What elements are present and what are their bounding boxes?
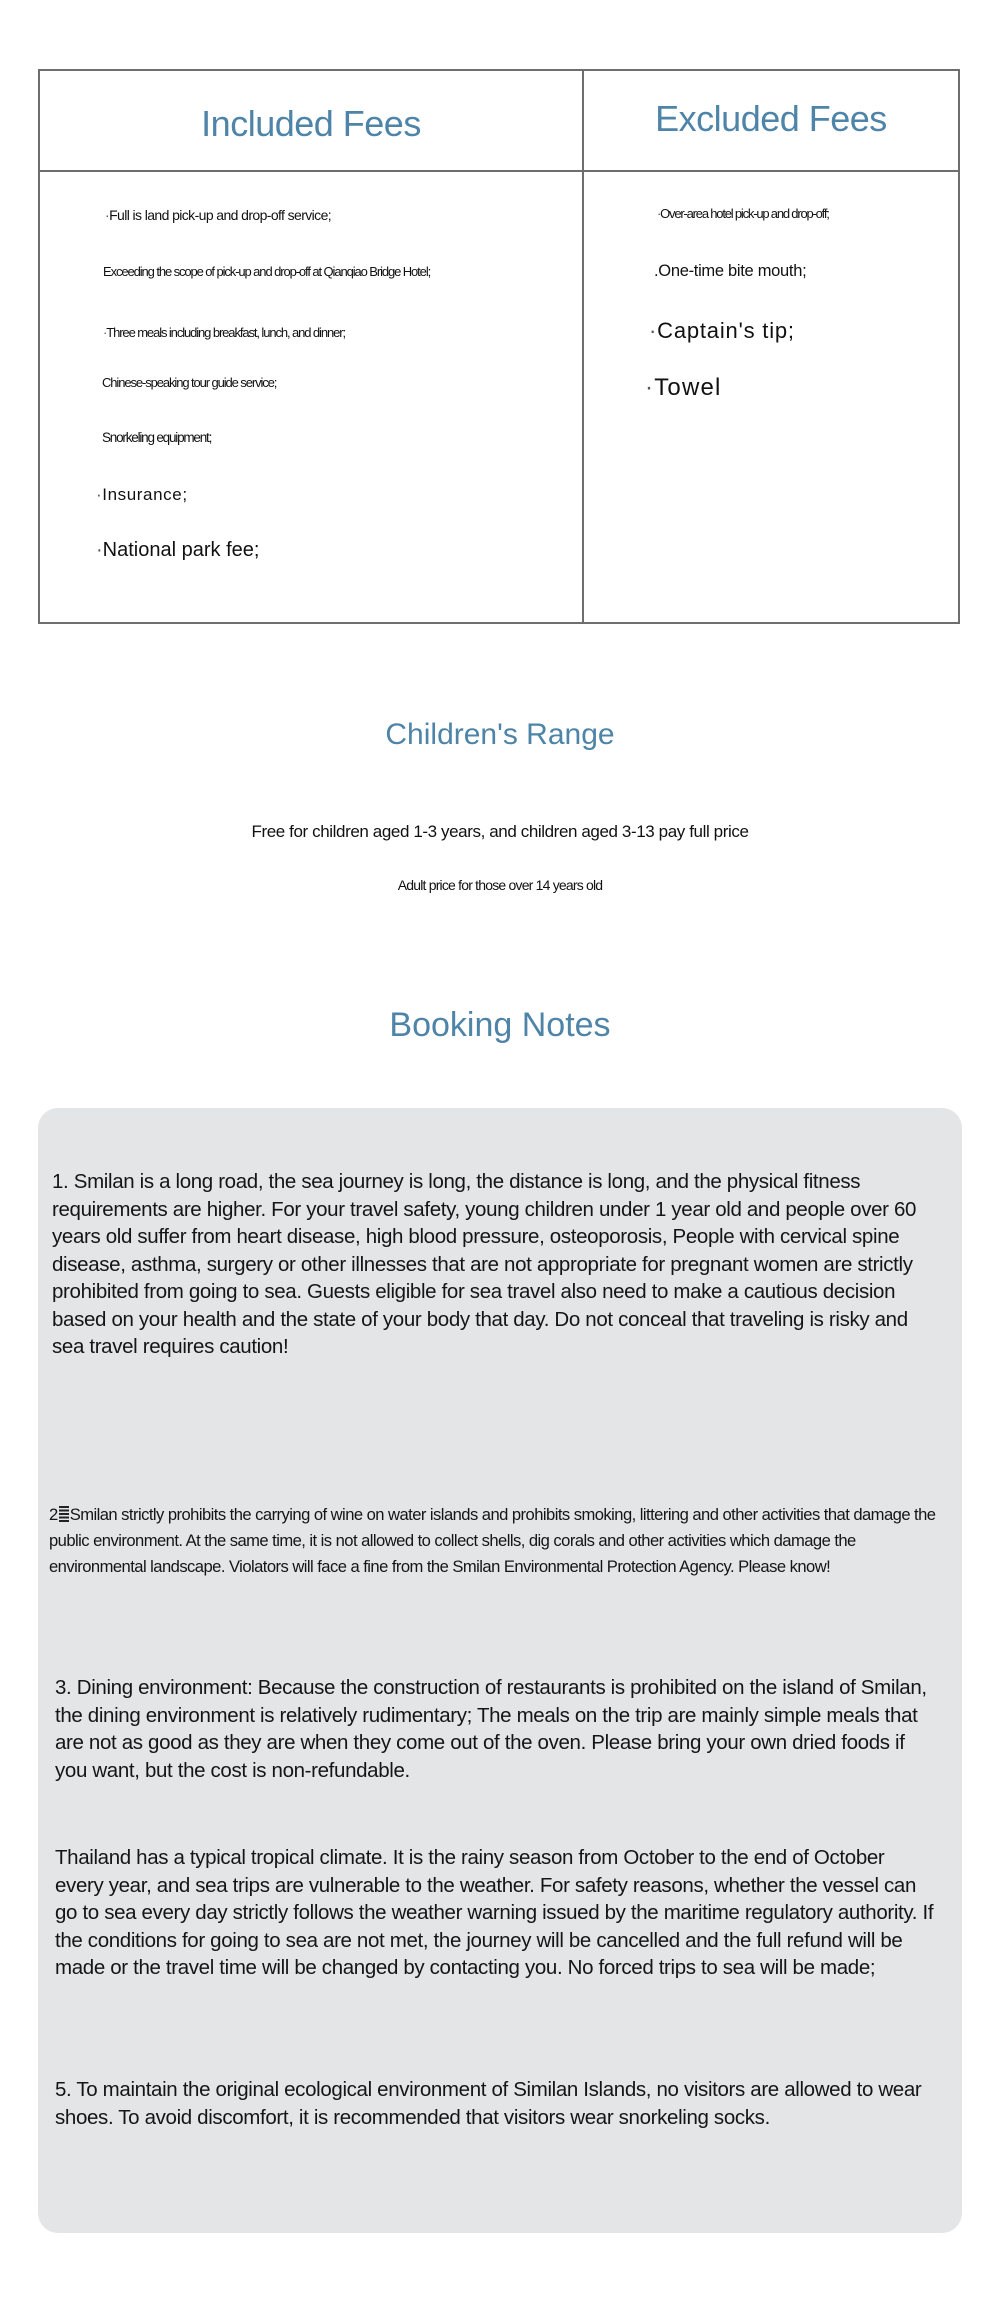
excluded-fee-item: ·Over-area hotel pick-up and drop-off; xyxy=(657,206,829,221)
bullet-icon: · xyxy=(649,318,658,343)
booking-note: 2 Smilan strictly prohibits the carrying of wine on water islands and prohibits smoking, littering and other activities that damage the public environment. At the same time, it is not allowed to collect shells, dig corals and other activities which damage the environmental landscape. Violators will face a fine from the Smilan Environmental Protection Agency. Please know! xyxy=(49,1505,936,1576)
included-fee-item: ·National park fee; xyxy=(96,539,260,561)
booking-note: 1. Smilan is a long road, the sea journey is long, the distance is long, and the physical fitness requirements are higher. For your travel safety, young children under 1 year old and people over 60 years old suffer from heart disease, high blood pressure, osteoporosis, People with cervical spine disease, asthma, surgery or other illnesses that are not appropriate for pregnant women are strictly prohibited from going to sea. Guests eligible for sea travel also need to make a cautious decision based on your health and the state of your body that day. Do not conceal that traveling is risky and sea travel requires caution! xyxy=(52,1170,917,1358)
adult-pricing-text: Adult price for those over 14 years old xyxy=(397,877,603,893)
included-fees-heading xyxy=(40,71,582,170)
booking-note: 5. To maintain the original ecological environment of Similan Islands, no visitors are allowed to wear shoes. To avoid discomfort, it is recommended that visitors wear snorkeling socks. xyxy=(55,2078,922,2129)
included-fee-item: Snorkeling equipment; xyxy=(102,430,212,445)
booking-notes-title: Booking Notes xyxy=(389,1006,611,1044)
bullet-icon: · xyxy=(657,206,661,221)
booking-note: 3. Dining environment: Because the construction of restaurants is prohibited on the island of Smilan, the dining environment is relatively rudimentary; The meals on the trip are mainly simple meals that are not as good as they are when they come out of the oven. Please bring your own dried foods if you want, but the cost is non-refundable. xyxy=(55,1676,927,1782)
booking-note: Thailand has a typical tropical climate. It is the rainy season from October to the end of October every year, and sea trips are vulnerable to the weather. For safety reasons, whether the vessel can go to sea every day strictly follows the weather warning issued by the maritime regulatory authority. If the conditions for going to sea are not met, the journey will be cancelled and the full refund will be made or the travel time will be changed by contacting you. No forced trips to sea will be made; xyxy=(55,1846,934,1979)
included-fee-item: ·Three meals including breakfast, lunch, and dinner; xyxy=(103,325,345,340)
children-pricing-text: Free for children aged 1-3 years, and children aged 3-13 pay full price xyxy=(251,822,749,841)
included-fees-title: Included Fees xyxy=(201,102,421,144)
excluded-fee-item: ·Towel xyxy=(645,374,722,401)
included-fee-item: Chinese-speaking tour guide service; xyxy=(102,375,277,390)
list-marker-icon xyxy=(59,1506,69,1522)
excluded-fee-item: .One-time bite mouth; xyxy=(654,262,807,280)
childrens-range-title: Children's Range xyxy=(385,718,615,751)
excluded-fee-item: ·Captain's tip; xyxy=(649,318,795,343)
included-fee-item: ·Full is land pick-up and drop-off service; xyxy=(105,207,332,223)
header-divider xyxy=(40,170,958,172)
excluded-fees-title: Excluded Fees xyxy=(655,97,887,139)
fees-table xyxy=(38,69,960,624)
bullet-icon: · xyxy=(645,374,655,401)
bullet-icon: · xyxy=(103,325,107,340)
bullet-icon: · xyxy=(96,485,103,504)
bullet-icon: · xyxy=(96,539,103,561)
bullet-icon: · xyxy=(105,207,110,223)
included-fee-item: ·Insurance; xyxy=(96,485,188,504)
included-fee-item: Exceeding the scope of pick-up and drop-off at Qianqiao Bridge Hotel; xyxy=(103,264,431,279)
booking-notes-card xyxy=(38,1108,962,2233)
excluded-fees-heading xyxy=(584,71,958,170)
